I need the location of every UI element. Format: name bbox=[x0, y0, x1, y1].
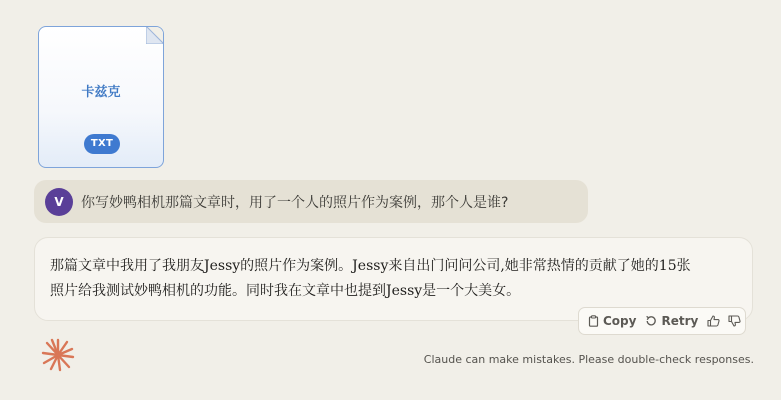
file-name: 卡兹克 bbox=[81, 85, 121, 100]
copy-button[interactable] bbox=[588, 314, 636, 328]
assistant-message-text: 那篇文章中我用了我朋友Jessy的照片作为案例。Jessy来自出门问问公司,她非常热情的贡献了她的15张照片给我测试妙鸭相机的功能。同时我在文章中也提到Jessy是一个大美女。 bbox=[50, 258, 691, 299]
thumbs-up-button[interactable] bbox=[707, 315, 720, 327]
page-fold-icon bbox=[146, 26, 164, 44]
user-avatar: V bbox=[45, 188, 73, 216]
clipboard-icon bbox=[588, 315, 599, 327]
user-message bbox=[34, 180, 588, 223]
retry-button[interactable] bbox=[645, 314, 698, 328]
thumbs-down-icon bbox=[728, 315, 741, 327]
file-type-badge: TXT bbox=[84, 134, 120, 154]
copy-label: Copy bbox=[603, 314, 637, 328]
claude-logo-icon bbox=[41, 338, 75, 372]
retry-label: Retry bbox=[661, 314, 699, 328]
message-action-bar bbox=[578, 307, 746, 335]
file-attachment-card[interactable] bbox=[38, 26, 164, 168]
disclaimer-text: Claude can make mistakes. Please double-check responses. bbox=[423, 353, 754, 366]
thumbs-up-icon bbox=[707, 315, 720, 327]
retry-icon bbox=[645, 315, 657, 327]
thumbs-down-button[interactable] bbox=[728, 315, 741, 327]
user-message-text: 你写妙鸭相机那篇文章时，用了一个人的照片作为案例，那个人是谁? bbox=[81, 195, 509, 211]
